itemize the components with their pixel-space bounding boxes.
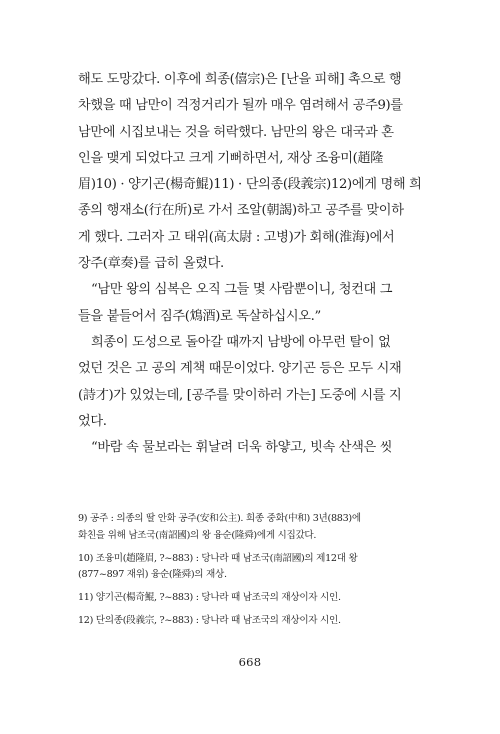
body-line: 차했을 때 남만이 걱정거리가 될까 매우 염려해서 공주9)를	[78, 98, 403, 114]
footnote-10	[78, 551, 423, 584]
body-line: 었던 것은 고 공의 계책 때문이었다. 양기곤 등은 모두 시재	[78, 361, 402, 377]
footnote-line: 11) 양기곤(楊奇鯤, ?~883) : 당나라 때 남조국의 재상이자 시인.	[78, 592, 341, 603]
body-line: “바람 속 물보라는 휘날려 더욱 하얗고, 빗속 산색은 씻	[91, 440, 393, 456]
body-line: 들을 붙들어서 짐주(鴆酒)로 독살하십시오.”	[78, 308, 321, 324]
body-line: 게 했다. 그러자 고 태위(高太尉 : 고병)가 회해(淮海)에서	[78, 229, 395, 245]
footnote-line: 10) 조융미(趙隆眉, ?~883) : 당나라 때 남조국(南詔國)의 제12대 왕	[78, 552, 358, 564]
footnote-12	[78, 613, 423, 630]
body-line: 인을 맺게 되었다고 크게 기뻐하면서, 재상 조융미(趙隆	[78, 150, 384, 166]
body-line: 었다.	[78, 413, 107, 429]
body-line: 종의 행재소(行在所)로 가서 조알(朝謁)하고 공주를 맞이하	[78, 203, 404, 219]
body-text	[78, 67, 422, 461]
body-line: 남만에 시집보내는 것을 허락했다. 남만의 왕은 대국과 혼	[78, 124, 394, 140]
page-number: 668	[238, 655, 262, 669]
body-line: 희종이 도성으로 돌아갈 때까지 남방에 아무런 탈이 없	[91, 334, 391, 350]
footnote-11	[78, 590, 423, 607]
body-line: 眉)10) · 양기곤(楊奇鯤)11) · 단의종(段義宗)12)에게 명해 희	[78, 177, 422, 193]
body-line: 장주(章奏)를 급히 올렸다.	[78, 256, 224, 272]
footnotes	[78, 511, 423, 636]
body-line: 해도 도망갔다. 이후에 희종(僖宗)은 [난을 피해] 촉으로 행	[78, 72, 402, 87]
footnote-line: (877~897 재위) 융순(隆舜)의 재상.	[78, 569, 227, 580]
footnote-line: 9) 공주 : 의종의 딸 안화 공주(安和公主). 희종 중화(中和) 3년(883)에	[78, 513, 361, 524]
body-line: (詩才)가 있었는데, [공주를 맞이하러 가는] 도중에 시를 지	[78, 387, 402, 403]
footnote-line: 12) 단의종(段義宗, ?~883) : 당나라 때 남조국의 재상이자 시인.	[78, 615, 341, 626]
footnote-line: 화친을 위해 남조국(南詔國)의 왕 융순(隆舜)에게 시집갔다.	[78, 529, 317, 541]
body-line: “남만 왕의 심복은 오직 그들 몇 사람뿐이니, 청컨대 그	[91, 282, 393, 298]
footnote-9	[78, 511, 423, 544]
